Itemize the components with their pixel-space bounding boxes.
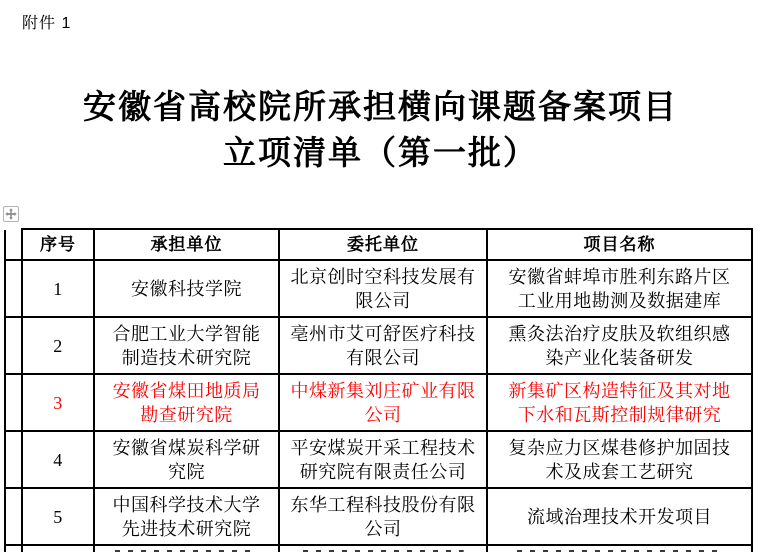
cell-unit[interactable]: 安徽省煤炭科学研究院 [95,432,278,487]
partial-row-cell [280,546,486,552]
cell-project[interactable]: 熏灸法治疗皮肤及软组织感染产业化装备研发 [488,318,751,373]
row-border-extension [4,544,21,546]
move-cross-arrows-icon [5,208,17,220]
row-border-extension [4,373,21,375]
cell-row-number[interactable]: 3 [23,375,93,430]
cell-unit[interactable]: 合肥工业大学智能制造技术研究院 [95,318,278,373]
cell-project[interactable]: 复杂应力区煤巷修护加固技术及成套工艺研究 [488,432,751,487]
row-border-extension [4,316,21,318]
attachment-label[interactable]: 附件 1 [22,15,72,32]
cell-row-number[interactable]: 4 [23,432,93,487]
col-header-unit[interactable]: 承担单位 [95,230,278,259]
cell-project[interactable]: 新集矿区构造特征及其对地下水和瓦斯控制规律研究 [488,375,751,430]
partial-row-cell [488,546,751,552]
cell-unit[interactable]: 中国科学技术大学先进技术研究院 [95,489,278,544]
row-border-extension [4,487,21,489]
cell-client[interactable]: 平安煤炭开采工程技术研究院有限责任公司 [280,432,486,487]
document-title [0,84,761,176]
title-line-1[interactable]: 安徽省高校院所承担横向课题备案项目 [83,88,678,125]
cell-row-number[interactable]: 5 [23,489,93,544]
table-left-gridline [4,230,6,552]
table-move-handle[interactable] [3,206,19,222]
col-header-client[interactable]: 委托单位 [280,230,486,259]
cell-row-number[interactable]: 2 [23,318,93,373]
col-header-project[interactable]: 项目名称 [488,230,751,259]
row-border-extension [4,430,21,432]
projects-table [21,228,753,552]
row-border-extension [4,259,21,261]
cell-project[interactable]: 流域治理技术开发项目 [488,489,751,544]
cell-unit[interactable]: 安徽省煤田地质局勘查研究院 [95,375,278,430]
cell-row-number[interactable]: 1 [23,261,93,316]
partial-row-cell [95,546,278,552]
cell-project[interactable]: 安徽省蚌埠市胜利东路片区工业用地勘测及数据建库 [488,261,751,316]
cell-unit[interactable]: 安徽科技学院 [95,261,278,316]
cell-client[interactable]: 亳州市艾可舒医疗科技有限公司 [280,318,486,373]
partial-row-cell [23,546,93,552]
cell-client[interactable]: 中煤新集刘庄矿业有限公司 [280,375,486,430]
cell-client[interactable]: 北京创时空科技发展有限公司 [280,261,486,316]
col-header-index[interactable]: 序号 [23,230,93,259]
title-line-2[interactable]: 立项清单（第一批） [223,134,538,171]
cell-client[interactable]: 东华工程科技股份有限公司 [280,489,486,544]
